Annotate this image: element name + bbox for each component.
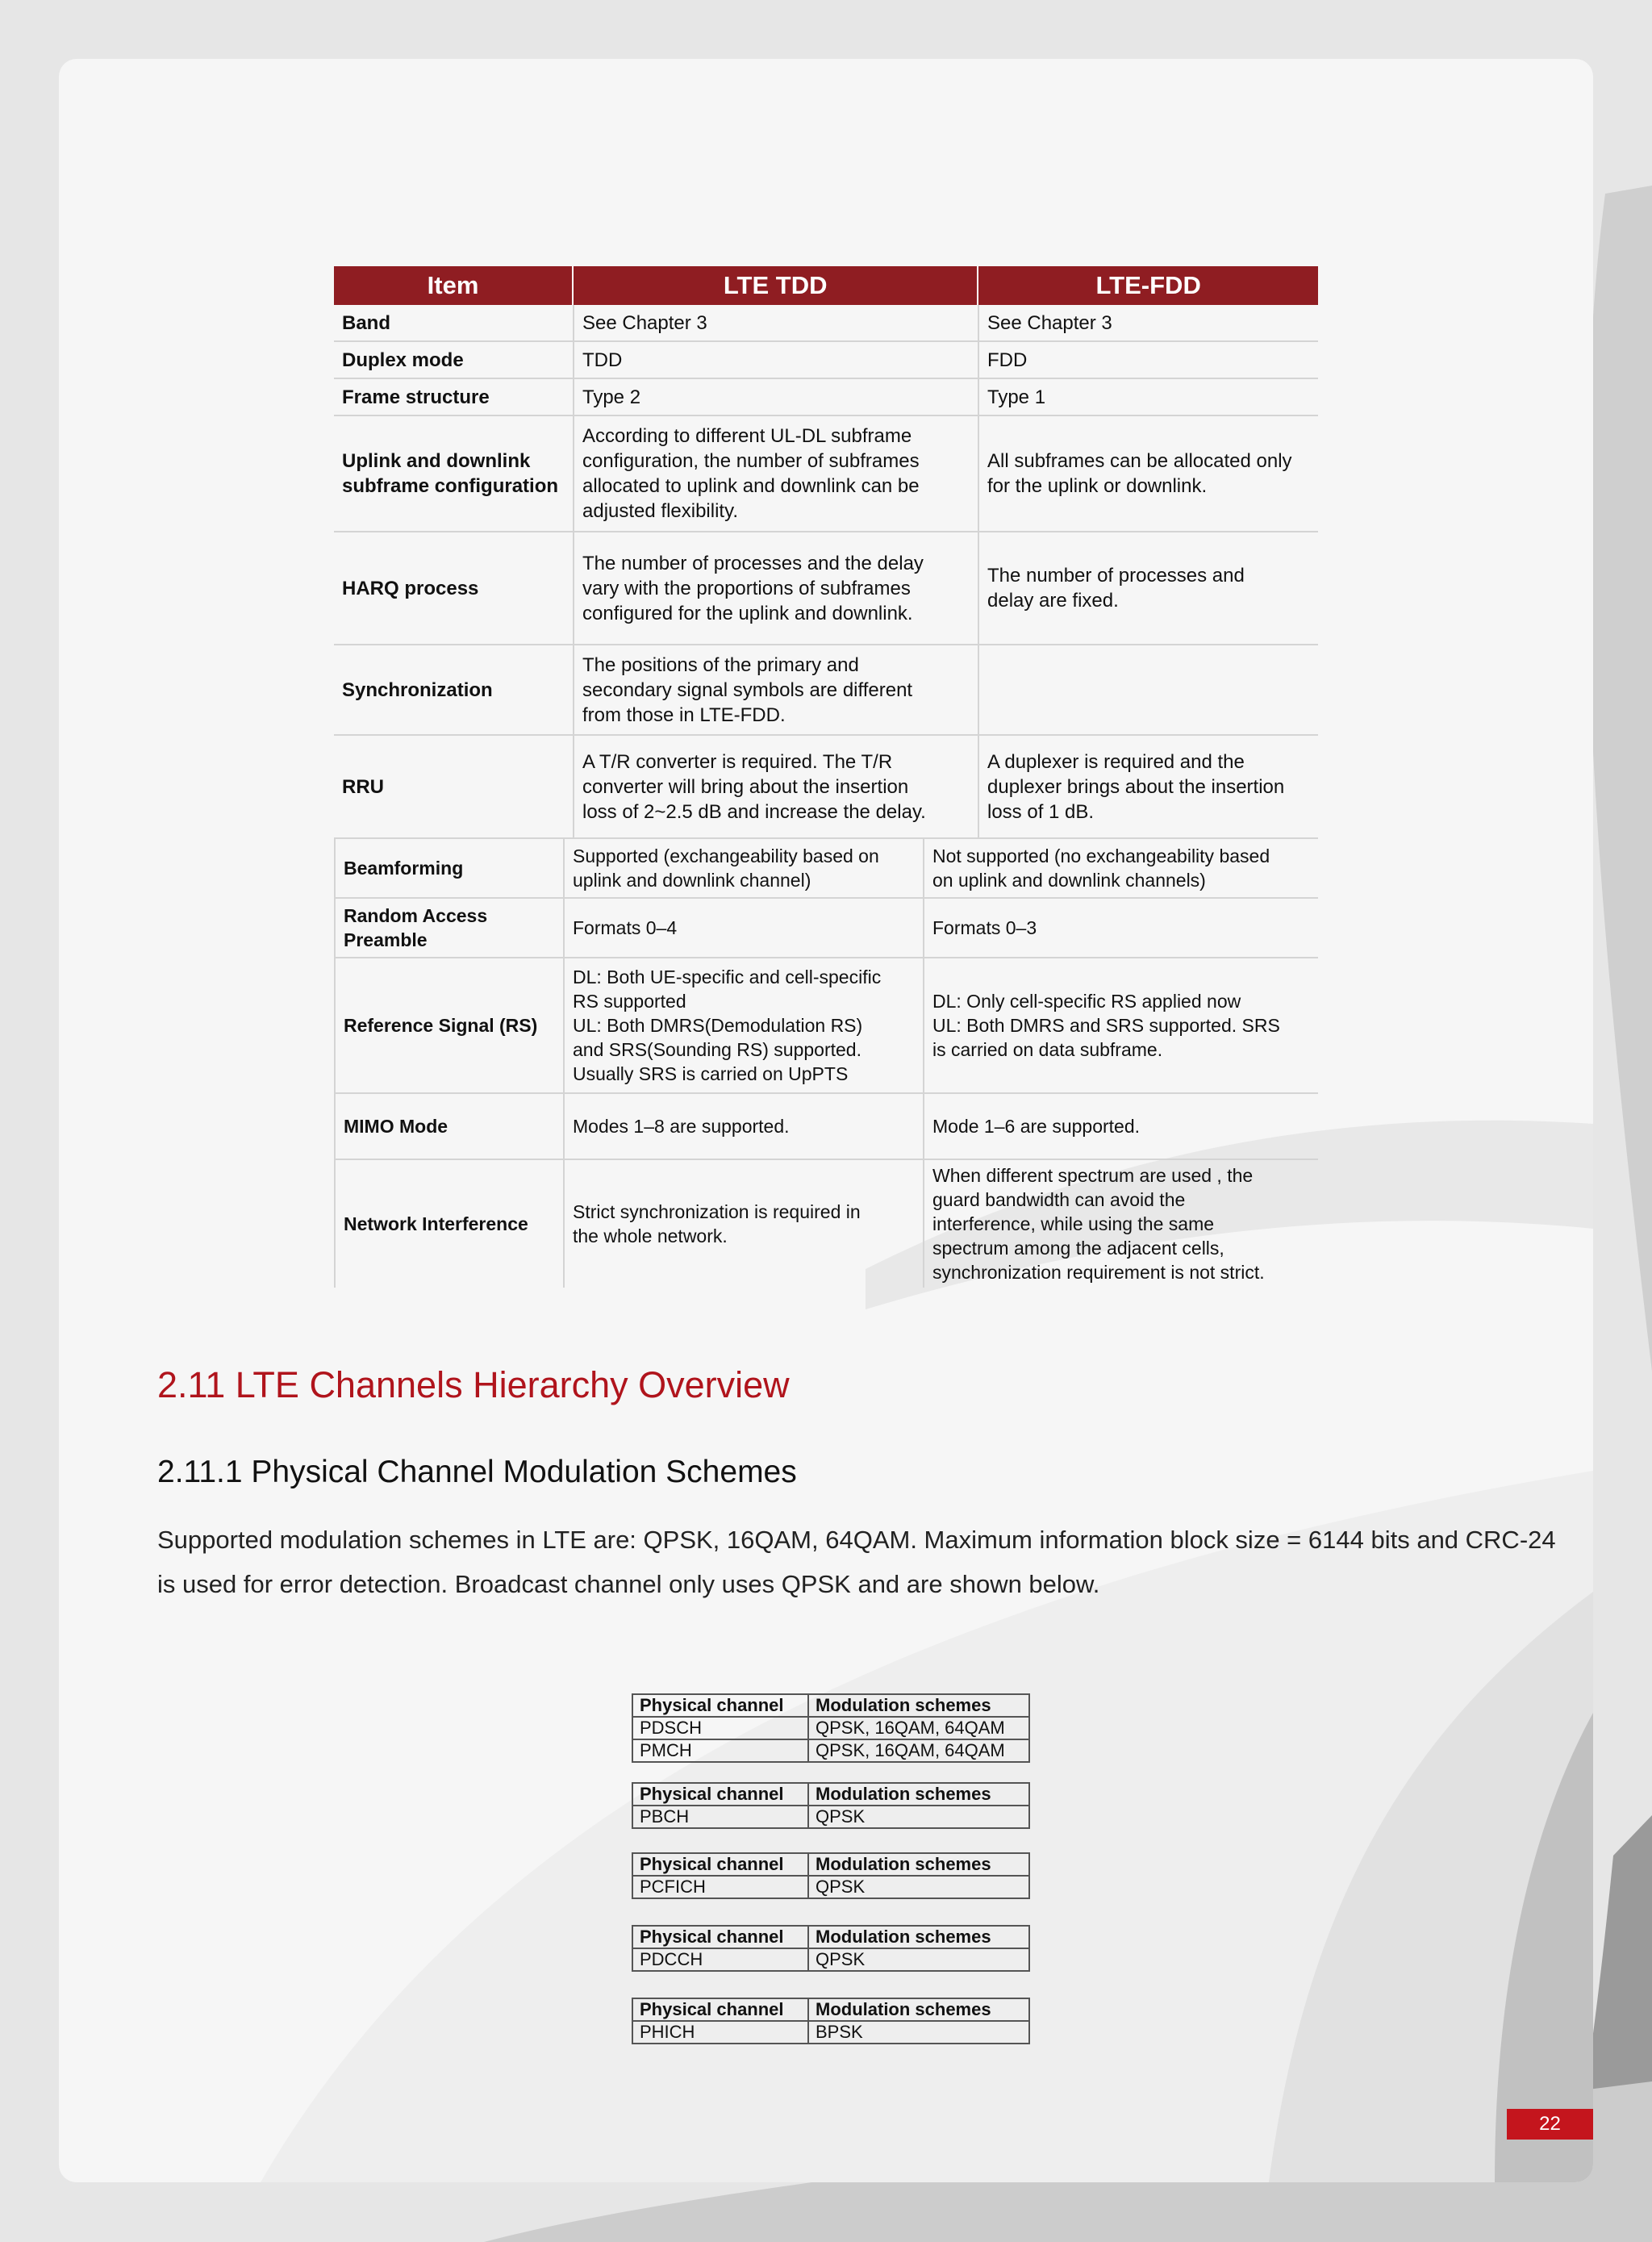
table-row-beamforming: Beamforming Supported (exchangeability based on uplink and downlink channel) Not supported (no exchangeability based on uplink and downlink channels)	[334, 839, 1318, 899]
body-paragraph: Supported modulation schemes in LTE are: QPSK, 16QAM, 64QAM. Maximum information block size = 6144 bits and CRC-24 is used for error detection. Broadcast channel only uses QPSK and are shown below.	[157, 1526, 1556, 1598]
modulation-table-pdsch-pmch: Physical channel Modulation schemes PDSCH QPSK, 16QAM, 64QAM PMCH QPSK, 16QAM, 64QAM	[632, 1693, 1030, 1763]
table-row-reference-signal: Reference Signal (RS) DL: Both UE-specific and cell-specific RS supported UL: Both DMRS(Demodulation RS) and SRS(Sounding RS) supported. Usually SRS is carried on UpPTS DL: Only cell-specific RS applied now UL: Both DMRS and SRS supported. SRS is carried on data subframe.	[334, 958, 1318, 1094]
table-row: PCFICH QPSK	[632, 1876, 1029, 1898]
table-row-synchronization: Synchronization The positions of the primary and secondary signal symbols are different from those in LTE-FDD.	[334, 645, 1318, 736]
lte-tdd-fdd-comparison-table	[334, 266, 1318, 1288]
header-item: Item	[334, 266, 574, 305]
table-row-rru: RRU A T/R converter is required. The T/R converter will bring about the insertion loss of 2~2.5 dB and increase the delay. A duplexer is required and the duplexer brings about the insertion loss of 1 dB.	[334, 736, 1318, 839]
comparison-table-header	[334, 266, 1318, 305]
table-row-harq-process: HARQ process The number of processes and the delay vary with the proportions of subframes configured for the uplink and downlink. The number of processes and delay are fixed.	[334, 532, 1318, 645]
modulation-table-phich: Physical channel Modulation schemes PHICH BPSK	[632, 1998, 1030, 2044]
header-lte-tdd: LTE TDD	[574, 266, 978, 305]
table-row: PDCCH QPSK	[632, 1948, 1029, 1971]
table-row: PBCH QPSK	[632, 1806, 1029, 1828]
table-row-band: Band See Chapter 3 See Chapter 3	[334, 305, 1318, 342]
table-row-random-access-preamble: Random Access Preamble Formats 0–4 Formats 0–3	[334, 899, 1318, 958]
page-card	[59, 59, 1593, 2182]
modulation-table-pbch: Physical channel Modulation schemes PBCH QPSK	[632, 1782, 1030, 1829]
page-number: 22	[1507, 2109, 1593, 2140]
table-row-network-interference: Network Interference Strict synchronization is required in the whole network. When different spectrum are used , the guard bandwidth can avoid the interference, while using the same spectrum among the adjacent cells, synchronization requirement is not strict.	[334, 1160, 1318, 1288]
section-heading: 2.11 LTE Channels Hierarchy Overview	[157, 1364, 790, 1405]
header-lte-fdd: LTE-FDD	[1095, 271, 1201, 299]
table-row: PHICH BPSK	[632, 2021, 1029, 2044]
table-row: PMCH QPSK, 16QAM, 64QAM	[632, 1739, 1029, 1762]
table-row-duplex-mode: Duplex mode TDD FDD	[334, 342, 1318, 379]
modulation-table-pcfich: Physical channel Modulation schemes PCFICH QPSK	[632, 1852, 1030, 1899]
table-row-frame-structure: Frame structure Type 2 Type 1	[334, 379, 1318, 416]
table-row-subframe-configuration: Uplink and downlink subframe configuration According to different UL-DL subframe configuration, the number of subframes allocated to uplink and downlink can be adjusted flexibility. All subframes can be allocated only for the uplink or downlink.	[334, 416, 1318, 532]
table-row-mimo-mode: MIMO Mode Modes 1–8 are supported. Mode 1–6 are supported.	[334, 1094, 1318, 1160]
table-row: PDSCH QPSK, 16QAM, 64QAM	[632, 1717, 1029, 1739]
subsection-heading: 2.11.1 Physical Channel Modulation Schemes	[157, 1455, 797, 1489]
modulation-table-pdcch: Physical channel Modulation schemes PDCCH QPSK	[632, 1925, 1030, 1972]
